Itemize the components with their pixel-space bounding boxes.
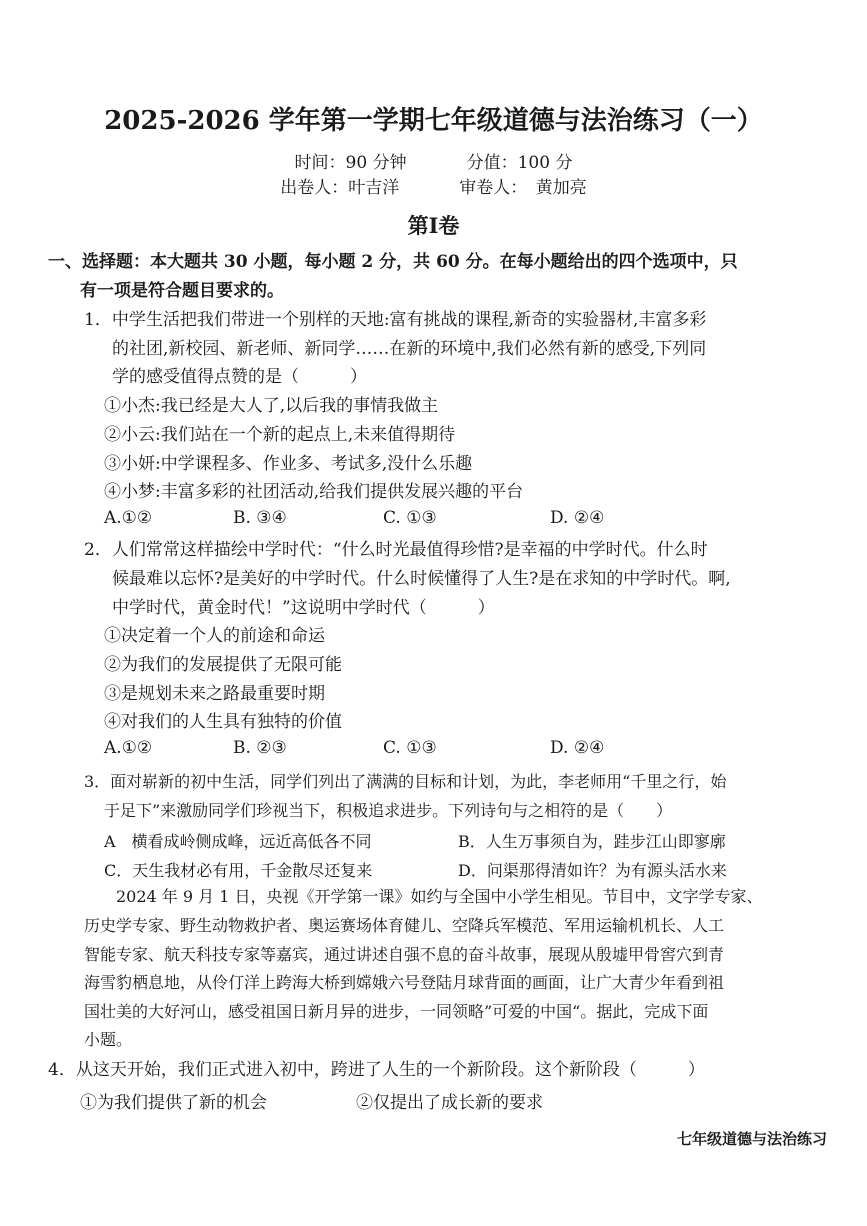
passage-line-5: 国壮美的大好河山，感受祖国日新月异的进步，一同领略”可爱的中国“。据此，完成下面: [84, 1002, 709, 1021]
section-instruction-line-1: 一、选择题：本大题共 30 小题，每小题 2 分，共 60 分。在每小题给出的四个选项中，只: [48, 252, 738, 272]
q2-statement-3: ③是规划未来之路最重要时期: [104, 684, 325, 704]
q1-statement-2: ②小云:我们站在一个新的起点上,未来值得期待: [104, 425, 456, 445]
q2-options: [0, 738, 867, 766]
exam-reviewer: 审卷人： 黄加亮: [459, 178, 587, 198]
q1-statement-3: ③小妍:中学课程多、作业多、考试多,没什么乐趣: [104, 454, 473, 474]
passage-line-2: 历史学专家、野生动物救护者、奥运赛场体育健儿、空降兵军模范、军用运输机机长、人工: [84, 916, 725, 935]
q1-statement-1: ①小杰:我已经是大人了,以后我的事情我做主: [104, 396, 439, 416]
q3-options-row-2: [0, 858, 867, 886]
q3-option-b: B．人生万事须自为，跬步江山即寥廓: [458, 832, 726, 851]
q3-stem-line-1: 3．面对崭新的初中生活，同学们列出了满满的目标和计划，为此，李老师用“千里之行，始: [84, 772, 727, 791]
passage-line-3: 智能专家、航天科技专家等嘉宾，通过讲述自强不息的奋斗故事，展现从殷墟甲骨窖穴到青: [84, 945, 725, 964]
q2-statement-1: ①决定着一个人的前途和命运: [104, 626, 325, 646]
q3-stem-line-2: 于足下”来激励同学们珍视当下，积极追求进步。下列诗句与之相符的是（ ）: [104, 801, 673, 820]
q3-options-row-1: [0, 829, 867, 857]
q2-statement-4: ④对我们的人生具有独特的价值: [104, 712, 342, 732]
q1-option-c: C. ①③: [383, 508, 437, 528]
exam-info-row-1: [0, 148, 867, 173]
passage-line-1: 2024 年 9 月 1 日，央视《开学第一课》如约与全国中小学生相见。节目中，文字学专家、: [116, 887, 763, 906]
exam-time: 时间：90 分钟: [294, 153, 407, 173]
exam-author: 出卷人：叶吉洋: [280, 178, 400, 198]
passage-line-4: 海雪豹栖息地，从伶仃洋上跨海大桥到嫦娥六号登陆月球背面的画面，让广大青少年看到祖: [84, 973, 725, 992]
q1-option-a: A.①②: [104, 508, 153, 528]
q4-statement-2: ②仅提出了成长新的要求: [356, 1093, 543, 1113]
section-title: 第Ⅰ卷: [407, 213, 460, 238]
q2-stem-line-3: 中学时代，黄金时代！”这说明中学时代（ ）: [112, 598, 495, 618]
section-instruction-line-2: 有一项是符合题目要求的。: [80, 281, 284, 301]
exam-score: 分值：100 分: [466, 153, 573, 173]
q2-option-d: D. ②④: [550, 738, 605, 758]
q3-option-c: C．天生我材必有用，千金散尽还复来: [104, 861, 373, 880]
q4-stem-line-1: 4．从这天开始，我们正式进入初中，跨进了人生的一个新阶段。这个新阶段（ ）: [48, 1060, 705, 1080]
passage-line-6: 小题。: [84, 1030, 133, 1049]
q1-statement-4: ④小梦:丰富多彩的社团活动,给我们提供发展兴趣的平台: [104, 482, 524, 502]
q1-stem-line-1: 1．中学生活把我们带进一个别样的天地:富有挑战的课程,新奇的实验器材,丰富多彩: [84, 310, 707, 330]
q1-option-b: B. ③④: [233, 508, 287, 528]
q1-stem-line-2: 的社团,新校园、新老师、新同学……在新的环境中,我们必然有新的感受,下列同: [112, 339, 707, 359]
exam-title: 2025-2026 学年第一学期七年级道德与法治练习（一）: [104, 106, 763, 136]
q2-statement-2: ②为我们的发展提供了无限可能: [104, 655, 342, 675]
q1-option-d: D. ②④: [550, 508, 605, 528]
q2-option-b: B. ②③: [233, 738, 287, 758]
q2-stem-line-2: 候最难以忘怀?是美好的中学时代。什么时候懂得了人生?是在求知的中学时代。啊,: [112, 569, 731, 589]
q4-statements: [0, 1088, 867, 1116]
q2-option-a: A.①②: [104, 738, 153, 758]
page-footer-label: 七年级道德与法治练习: [676, 1130, 827, 1148]
q3-option-a: A 横看成岭侧成峰，远近高低各不同: [104, 832, 372, 851]
q2-option-c: C. ①③: [383, 738, 437, 758]
q3-option-d: D．问渠那得清如许？为有源头活水来: [458, 861, 727, 880]
q1-stem-line-3: 学的感受值得点赞的是（ ）: [112, 367, 367, 387]
q4-statement-1: ①为我们提供了新的机会: [80, 1093, 267, 1113]
q2-stem-line-1: 2．人们常常这样描绘中学时代：“什么时光最值得珍惜?是幸福的中学时代。什么时: [84, 540, 708, 560]
q1-options: [0, 508, 867, 536]
exam-info-row-2: [0, 173, 867, 198]
